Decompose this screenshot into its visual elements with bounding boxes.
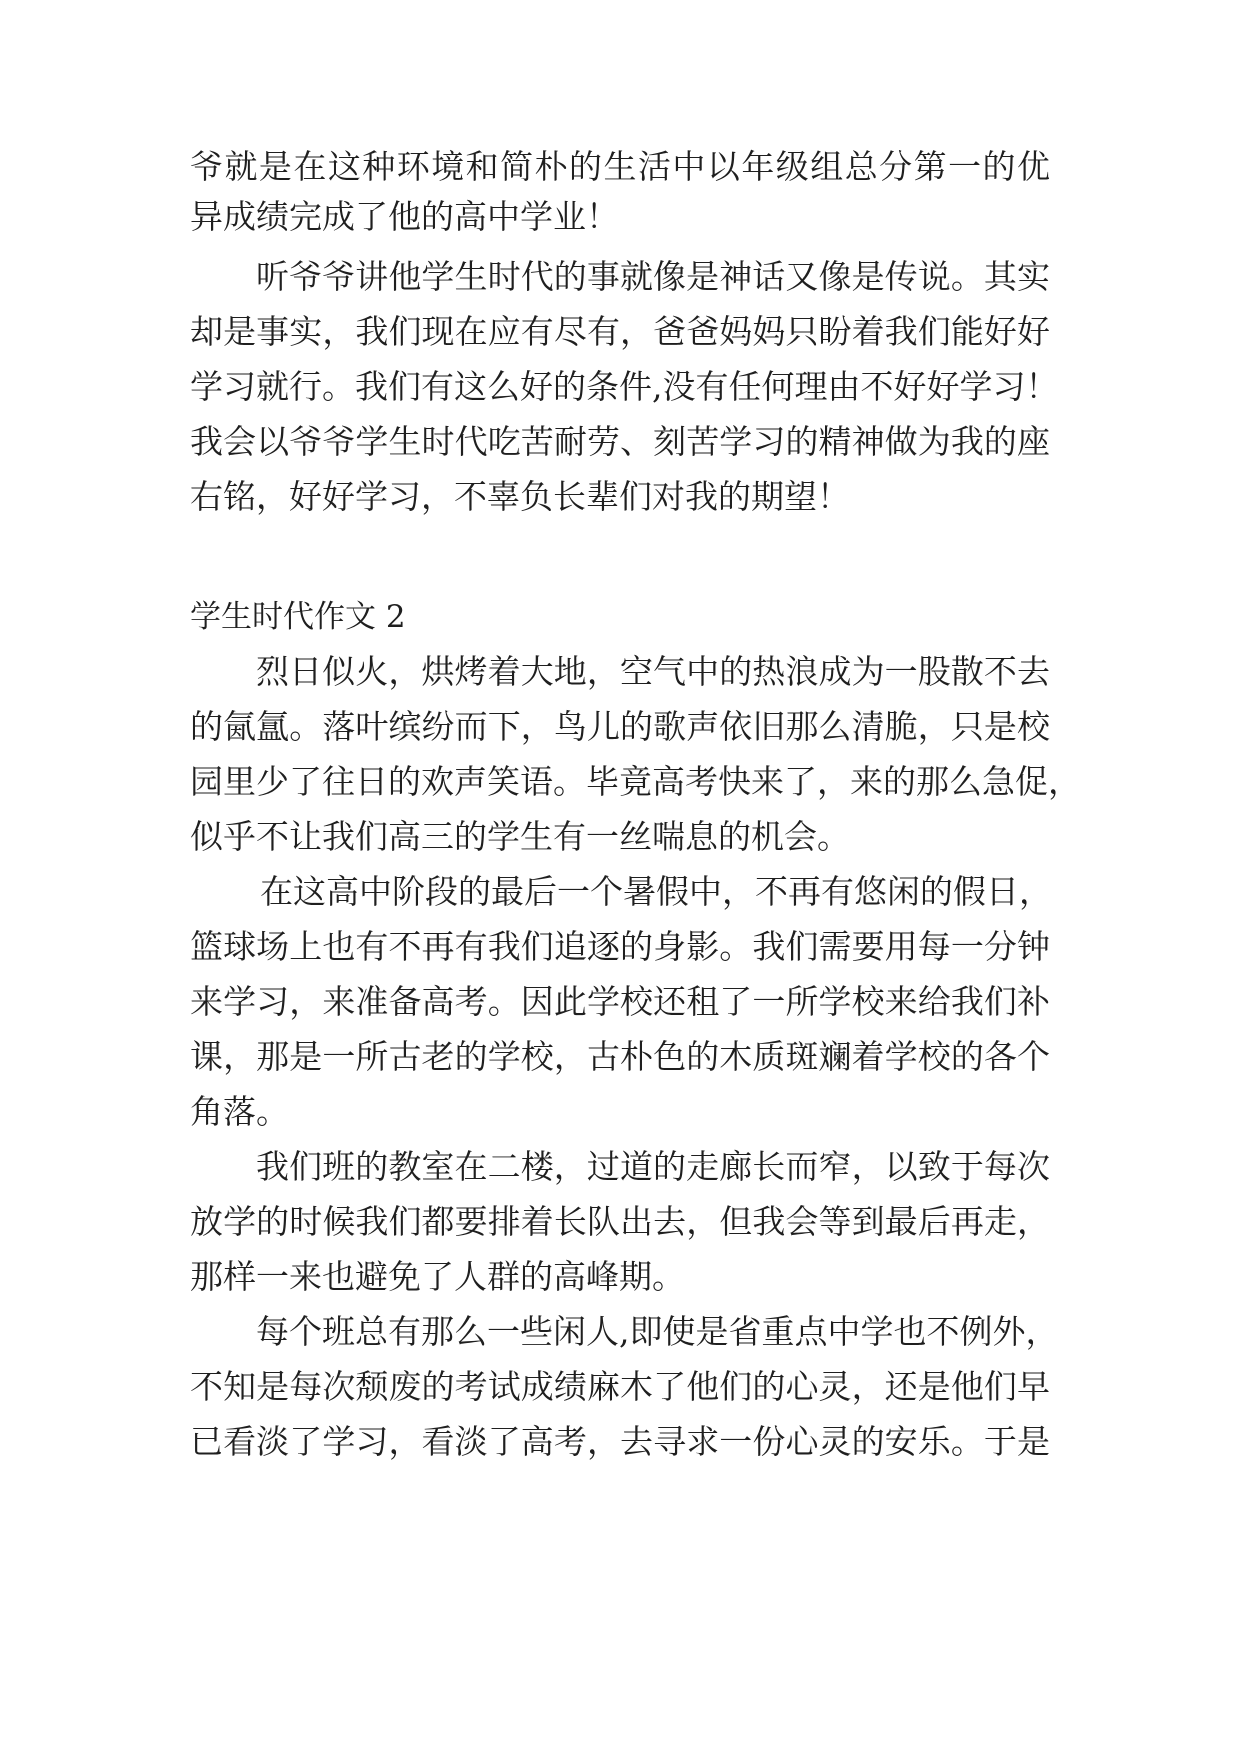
paragraph-line: 我会以爷爷学生时代吃苦耐劳、刻苦学习的精神做为我的座: [190, 422, 1050, 461]
section-title: 学生时代作文 2: [190, 599, 406, 635]
paragraph-line: 园里少了往日的欢声笑语。毕竟高考快来了，来的那么急促，: [190, 762, 1081, 801]
paragraph-line: 右铭，好好学习，不辜负长辈们对我的期望！: [190, 477, 850, 516]
paragraph-line: 来学习，来准备高考。因此学校还租了一所学校来给我们补: [190, 982, 1050, 1021]
paragraph-line: 那样一来也避免了人群的高峰期。: [190, 1257, 685, 1296]
paragraph-line: 听爷爷讲他学生时代的事就像是神话又像是传说。其实: [256, 257, 1050, 296]
paragraph-line: 我们班的教室在二楼，过道的走廊长而窄，以致于每次: [256, 1147, 1050, 1186]
paragraph-line: 学习就行。我们有这么好的条件,没有任何理由不好好学习！: [190, 367, 1059, 406]
paragraph-line: 不知是每次颓废的考试成绩麻木了他们的心灵，还是他们早: [190, 1367, 1050, 1406]
paragraph-line: 课，那是一所古老的学校，古朴色的木质斑斓着学校的各个: [190, 1037, 1050, 1076]
paragraph-line: 在这高中阶段的最后一个暑假中，不再有悠闲的假日，: [260, 872, 1052, 911]
paragraph-line: 爷就是在这种环境和简朴的生活中以年级组总分第一的优: [190, 147, 1050, 186]
paragraph-line: 每个班总有那么一些闲人,即使是省重点中学也不例外，: [256, 1312, 1059, 1351]
paragraph-line: 已看淡了学习，看淡了高考，去寻求一份心灵的安乐。于是: [190, 1422, 1050, 1461]
paragraph-line: 篮球场上也有不再有我们追逐的身影。我们需要用每一分钟: [190, 927, 1050, 966]
paragraph-line: 异成绩完成了他的高中学业！: [190, 197, 619, 236]
paragraph-line: 角落。: [190, 1092, 289, 1131]
paragraph-line: 放学的时候我们都要排着长队出去，但我会等到最后再走，: [190, 1202, 1050, 1241]
paragraph-line: 的氤氲。落叶缤纷而下，鸟儿的歌声依旧那么清脆，只是校: [190, 707, 1050, 746]
paragraph-line: 烈日似火，烘烤着大地，空气中的热浪成为一股散不去: [256, 652, 1050, 691]
paragraph-line: 似乎不让我们高三的学生有一丝喘息的机会。: [190, 817, 850, 856]
paragraph-line: 却是事实，我们现在应有尽有，爸爸妈妈只盼着我们能好好: [190, 312, 1050, 351]
